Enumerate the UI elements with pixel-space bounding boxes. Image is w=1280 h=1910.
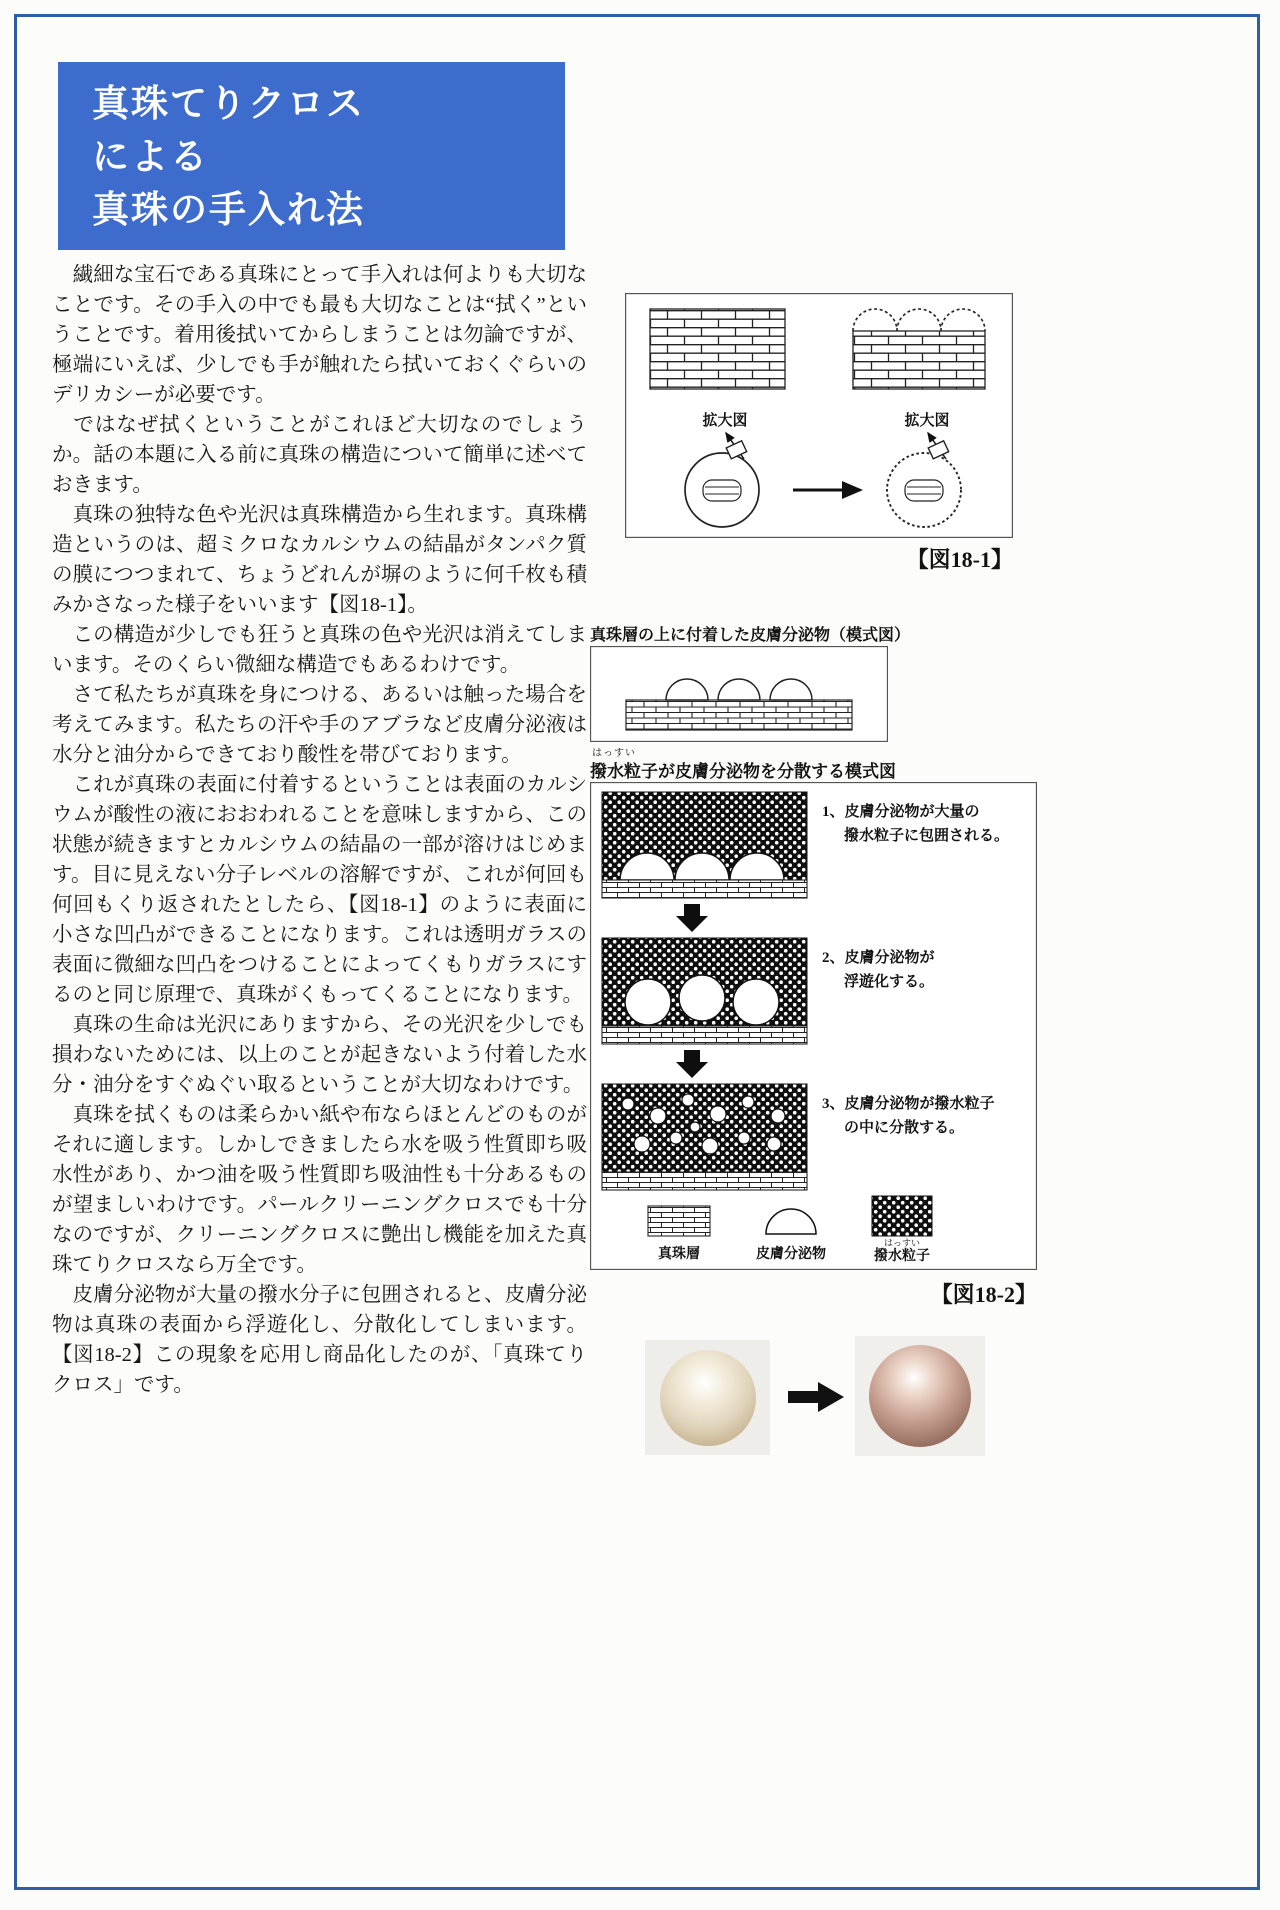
pearl-before-image — [660, 1350, 756, 1446]
step-2-line-2: 浮遊化する。 — [844, 974, 935, 990]
damaged-nacre-wall — [853, 331, 985, 389]
legend-secretion-label: 皮膚分泌物 — [756, 1247, 826, 1262]
legend-particle-furigana: はっすい — [883, 1238, 921, 1248]
zoom-label-right: 拡大図 — [904, 413, 950, 429]
figure-18-2 — [590, 782, 1037, 1270]
paragraph-6: これが真珠の表面に付着するということは表面のカルシウムが酸性の液におおわれることを意味しますから、この状態が続きますとカルシウムの結晶の一部が溶けはじめます。目に見えない分子レベルの溶解ですが、これが何回も何回もくり返されたとしたら、【図18-1】のように表面に小さな凹凸ができることになります。これは透明ガラスの表面に微細な凹凸をつけることによってくもりガラスにするのと同じ原理で、真珠がくもってくることになります。 — [52, 774, 587, 1006]
title-line-1: 真珠てりクロス — [92, 84, 365, 125]
paragraph-4: この構造が少しでも狂うと真珠の色や光沢は消えてしまいます。そのくらい微細な構造でもあるわけです。 — [52, 624, 587, 676]
paragraph-8: 真珠を拭くものは柔らかい紙や布ならほとんどのものがそれに適します。しかしできましたら水を吸う性質即ち吸水性があり、かつ油を吸う性質即ち吸油性も十分あるものが望ましいわけです。パールクリーニングクロスでも十分なのですが、クリーニングクロスに艶出し機能を加えた真珠てりクロスなら万全です。 — [52, 1104, 587, 1276]
title-line-2: による — [92, 137, 209, 178]
fig2-title-furigana: はっすい — [592, 748, 636, 759]
pearl-after-image — [869, 1345, 971, 1447]
paragraph-5: さて私たちが真珠を身につける、あるいは触った場合を考えてみます。私たちの汗や手のアブラなど皮膚分泌液は水分と油分からできており酸性を帯びております。 — [52, 684, 587, 766]
paragraph-3: 真珠の独特な色や光沢は真珠構造から生れます。真珠構造というのは、超ミクロなカルシウムの結晶がタンパク質の膜につつまれて、ちょうどれんが塀のように何千枚も積みかさなった様子をいいます【図18-1】。 — [52, 504, 587, 616]
paragraph-2: ではなぜ拭くということがこれほど大切なのでしょうか。話の本題に入る前に真珠の構造について簡単に述べておきます。 — [52, 414, 587, 496]
legend-particle-swatch — [872, 1196, 932, 1236]
pearl-photo-after — [855, 1336, 985, 1456]
figure-18-1 — [625, 293, 1013, 538]
legend-pearl-layer-swatch — [648, 1206, 710, 1236]
secretion-schematic-drawing — [590, 646, 888, 742]
zoom-label-left: 拡大図 — [702, 413, 748, 429]
panel-step-3 — [602, 1084, 807, 1190]
paragraph-1: 繊細な宝石である真珠にとって手入れは何よりも大切なことです。その手入の中でも最も大切なことは“拭く”ということです。着用後拭いてからしまうことは勿論ですが、極端にいえば、少しでも手が触れたら拭いておくぐらいのデリカシーが必要です。 — [52, 264, 587, 406]
step-3-line-1: 3、皮膚分泌物が撥水粒子 — [822, 1096, 995, 1112]
step-3-line-2: の中に分散する。 — [844, 1120, 965, 1136]
nacre-stack-right — [905, 480, 943, 501]
paragraph-9: 皮膚分泌物が大量の撥水分子に包囲されると、皮膚分泌物は真珠の表面から浮遊化し、分散化してしまいます。【図18-2】この現象を応用し商品化したのが、「真珠てりクロス」です。 — [52, 1284, 587, 1396]
nacre-stack-left — [703, 480, 741, 501]
body-column — [52, 260, 587, 1400]
pearl-photo-before — [645, 1340, 770, 1455]
secretion-schematic — [590, 646, 888, 742]
right-arrow-icon — [788, 1378, 846, 1421]
secretion-domes — [666, 679, 812, 700]
smooth-nacre-wall — [650, 309, 785, 389]
step-1-line-1: 1、皮膚分泌物が大量の — [822, 804, 980, 820]
step-2-line-1: 2、皮膚分泌物が — [822, 950, 935, 966]
figure-18-1-drawing — [625, 293, 1013, 538]
legend-pearl-layer-label: 真珠層 — [658, 1247, 700, 1262]
panel-step-1 — [602, 792, 807, 898]
paragraph-7: 真珠の生命は光沢にありますから、その光沢を少しでも損わないためには、以上のことが起きないよう付着した水分・油分をすぐぬぐい取るということが大切なわけです。 — [52, 1014, 587, 1096]
step-1-line-2: 撥水粒子に包囲される。 — [844, 828, 1010, 844]
panel-step-2 — [602, 938, 807, 1044]
figure-18-2-drawing — [590, 782, 1037, 1270]
secretion-schematic-caption: 真珠層の上に付着した皮膚分泌物（模式図） — [590, 627, 911, 644]
title-line-3: 真珠の手入れ法 — [92, 190, 365, 231]
figure-18-2-title: 撥水粒子が皮膚分泌物を分散する模式図 — [590, 762, 896, 781]
pearl-layer-strip — [626, 700, 852, 730]
title-block — [58, 62, 565, 250]
figure-18-2-caption: 【図18-2】 — [930, 1282, 1037, 1307]
legend-particle-label: 撥水粒子 — [874, 1249, 930, 1264]
figure-18-1-caption: 【図18-1】 — [906, 547, 1013, 572]
